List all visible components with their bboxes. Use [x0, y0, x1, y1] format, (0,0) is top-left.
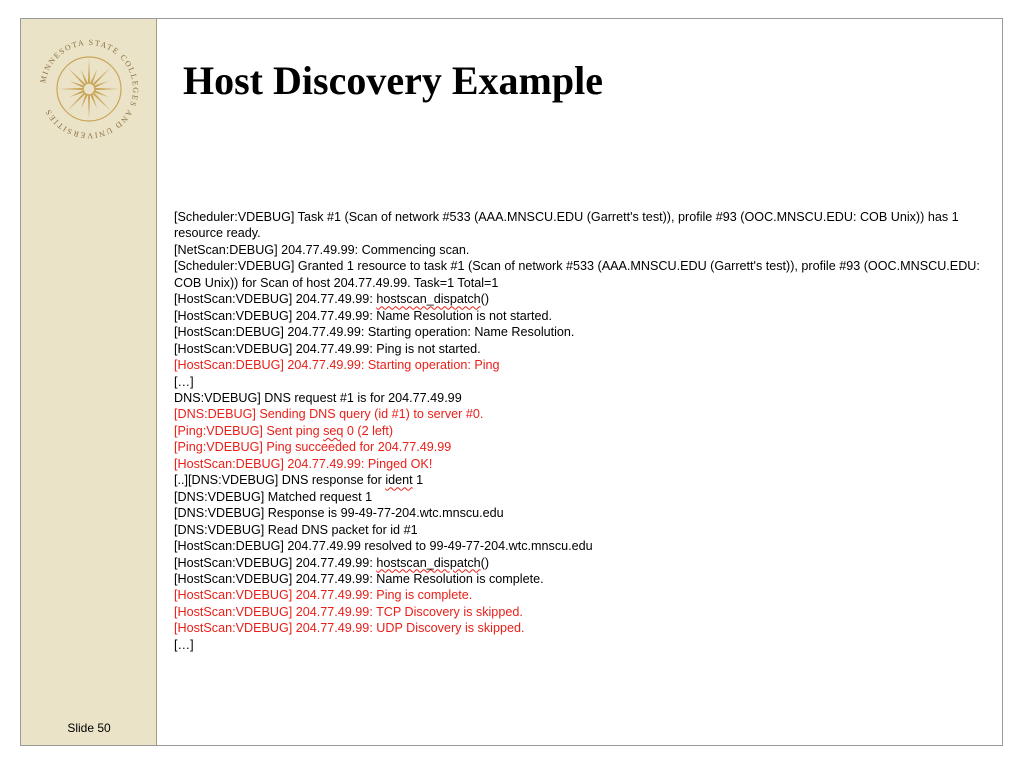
sidebar	[21, 19, 157, 745]
slide	[20, 18, 1003, 746]
log-text: [..][DNS:VDEBUG] DNS response for	[174, 473, 386, 488]
spellcheck-word: seq	[323, 423, 344, 438]
log-line	[174, 291, 989, 307]
log-line: [HostScan:VDEBUG] 204.77.49.99: TCP Discovery is skipped.	[174, 604, 523, 619]
log-text: [HostScan:VDEBUG] 204.77.49.99:	[174, 555, 377, 570]
log-line: [HostScan:DEBUG] 204.77.49.99: Starting operation: Ping	[174, 358, 500, 373]
log-line: [DNS:DEBUG] Sending DNS query (id #1) to server #0.	[174, 407, 484, 422]
log-line: [HostScan:VDEBUG] 204.77.49.99: Name Resolution is not started.	[174, 308, 553, 323]
log-line: [HostScan:DEBUG] 204.77.49.99: Pinged OK!	[174, 456, 433, 471]
log-line: [HostScan:DEBUG] 204.77.49.99 resolved to 99-49-77-204.wtc.mnscu.edu	[174, 539, 593, 554]
log-text: [Ping:VDEBUG] Sent ping	[174, 423, 324, 438]
log-line: [Ping:VDEBUG] Ping succeeded for 204.77.49.99	[174, 440, 452, 455]
log-line: [Scheduler:VDEBUG] Granted 1 resource to task #1 (Scan of network #533 (AAA.MNSCU.EDU (Garrett's test)), profile #93 (OOC.MNSCU.EDU: COB Unix)) for Scan of host 204.77.49.99. Task=1 Total=1	[174, 259, 980, 290]
log-text: 0 (2 left)	[343, 423, 394, 438]
log-line: [HostScan:VDEBUG] 204.77.49.99: Name Resolution is complete.	[174, 571, 544, 586]
log-line: [NetScan:DEBUG] 204.77.49.99: Commencing scan.	[174, 242, 470, 257]
log-text: ()	[480, 292, 490, 307]
seal-text: MINNESOTA STATE COLLEGES AND UNIVERSITIES	[38, 37, 141, 141]
log-text: ()	[480, 555, 490, 570]
log-line	[174, 555, 989, 571]
university-seal-icon	[27, 27, 151, 151]
log-line: […]	[174, 374, 194, 389]
log-line: [HostScan:VDEBUG] 204.77.49.99: Ping is complete.	[174, 588, 473, 603]
log-line: [HostScan:DEBUG] 204.77.49.99: Starting operation: Name Resolution.	[174, 325, 575, 340]
log-text: 1	[412, 473, 424, 488]
log-line: [DNS:VDEBUG] Read DNS packet for id #1	[174, 522, 418, 537]
log-line: [HostScan:VDEBUG] 204.77.49.99: UDP Discovery is skipped.	[174, 621, 525, 636]
log-line: [DNS:VDEBUG] Matched request 1	[174, 489, 373, 504]
slide-number: Slide 50	[67, 721, 111, 735]
spellcheck-word: ident	[385, 473, 413, 488]
log-output	[174, 209, 989, 653]
log-line	[174, 423, 989, 439]
slide-title: Host Discovery Example	[183, 58, 603, 103]
log-line: […]	[174, 637, 194, 652]
spellcheck-word: hostscan_dispatch	[376, 292, 481, 307]
spellcheck-word: hostscan_dispatch	[376, 555, 481, 570]
log-line	[174, 472, 989, 488]
log-text: [HostScan:VDEBUG] 204.77.49.99:	[174, 292, 377, 307]
log-line: [DNS:VDEBUG] Response is 99-49-77-204.wtc.mnscu.edu	[174, 506, 504, 521]
log-line: [Scheduler:VDEBUG] Task #1 (Scan of network #533 (AAA.MNSCU.EDU (Garrett's test)), profile #93 (OOC.MNSCU.EDU: COB Unix)) has 1 resource ready.	[174, 210, 959, 241]
log-line: [HostScan:VDEBUG] 204.77.49.99: Ping is not started.	[174, 341, 481, 356]
log-line: DNS:VDEBUG] DNS request #1 is for 204.77.49.99	[174, 390, 462, 405]
